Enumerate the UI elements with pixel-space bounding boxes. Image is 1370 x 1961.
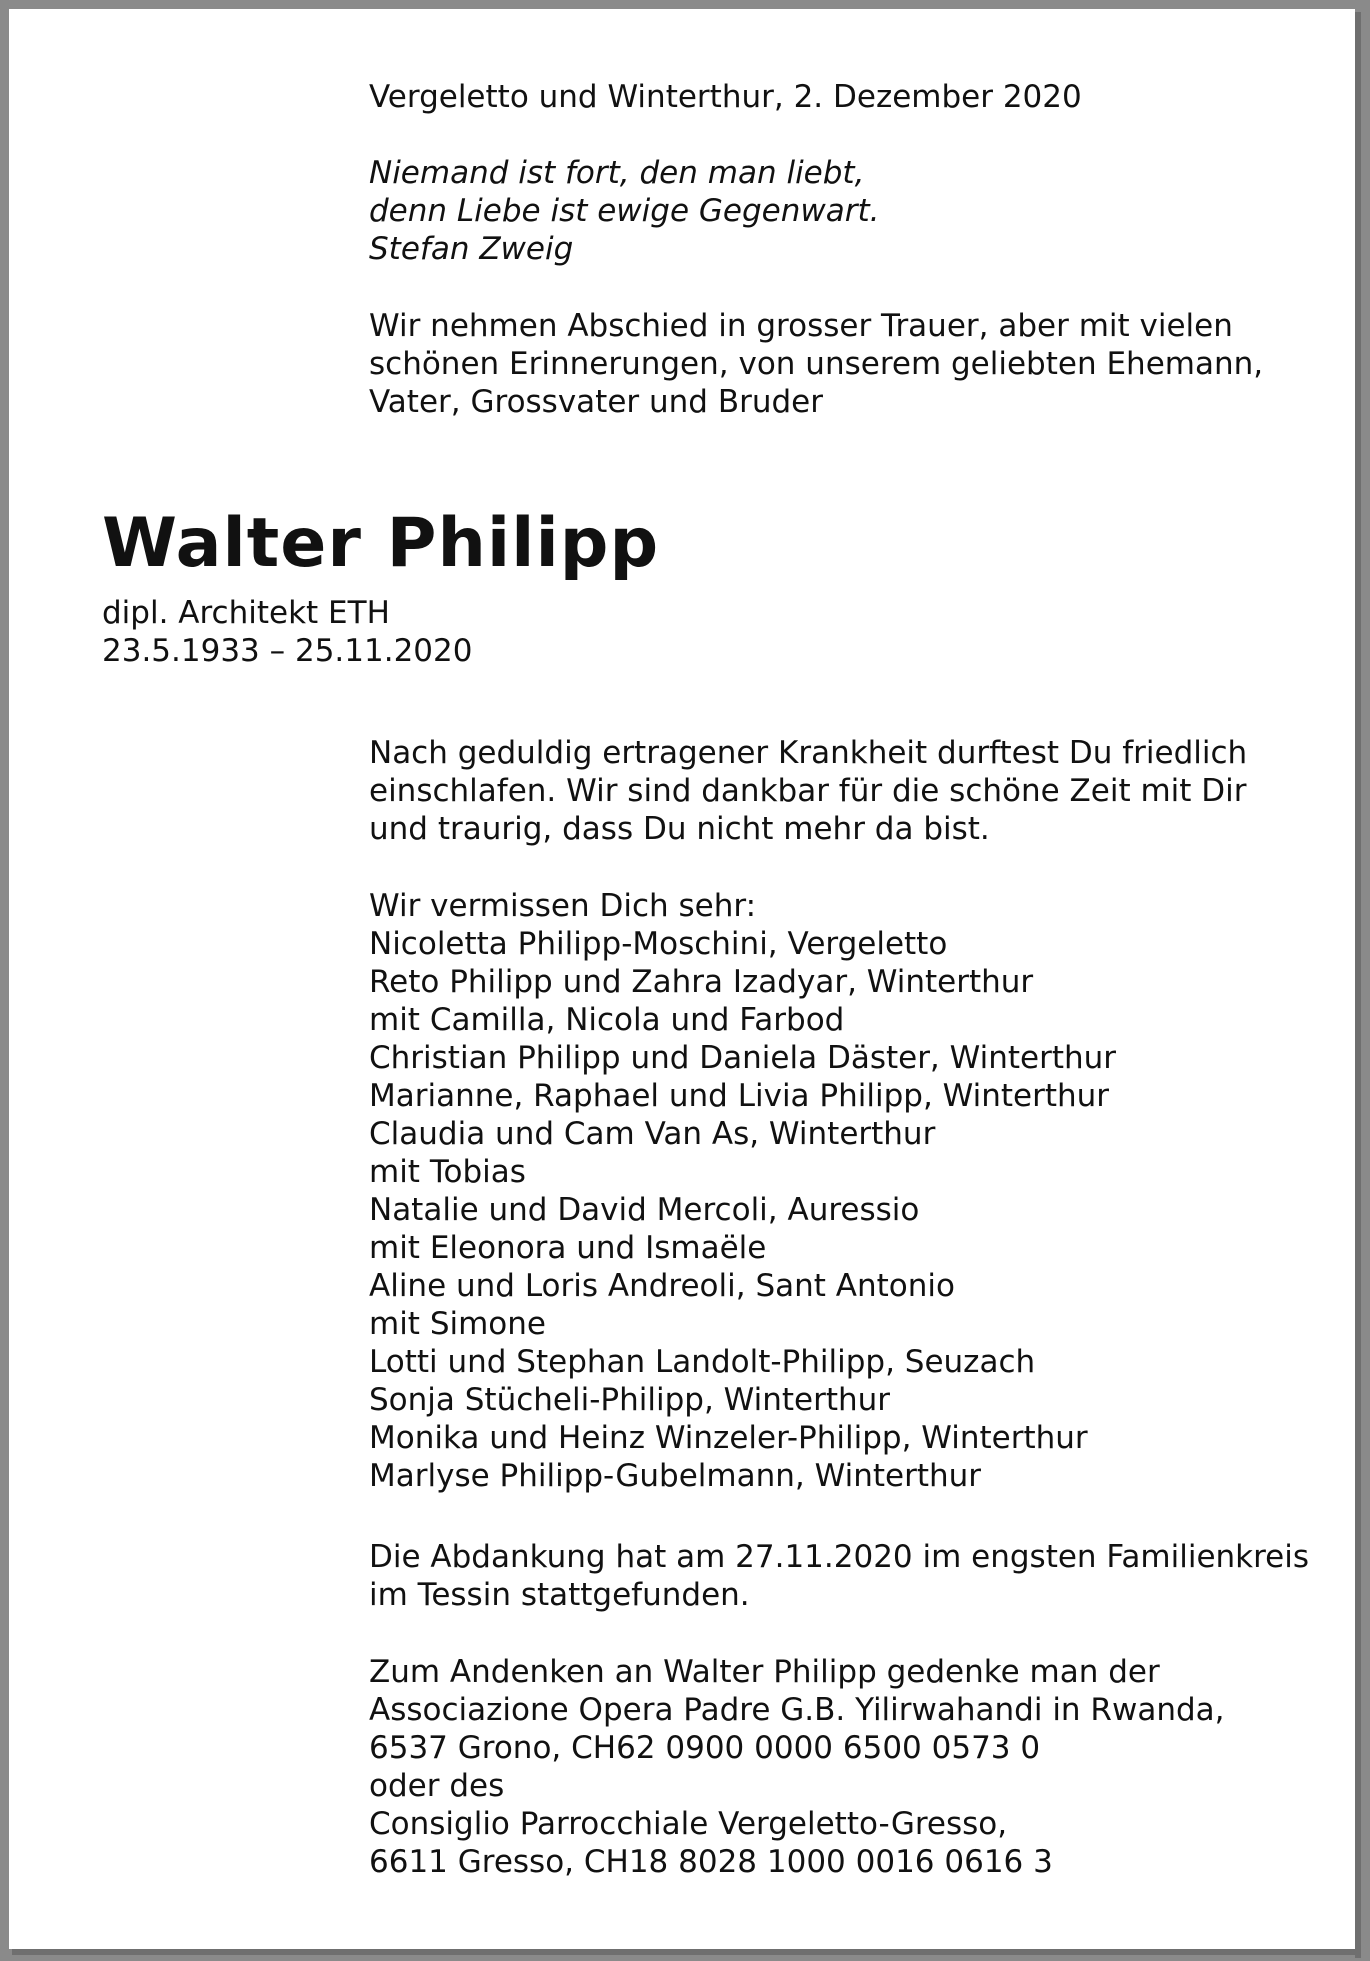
- donation-line: Consiglio Parrocchiale Vergeletto-Gresso,: [369, 1806, 1008, 1842]
- donation-line: Zum Andenken an Walter Philipp gedenke man der: [369, 1654, 1160, 1690]
- ceremony-line: Die Abdankung hat am 27.11.2020 im engsten Familienkreis: [369, 1539, 1310, 1575]
- ceremony-block: [369, 1538, 1329, 1614]
- obituary-page: [9, 9, 1355, 1949]
- mourner-line: Marlyse Philipp-Gubelmann, Winterthur: [369, 1458, 982, 1494]
- donation-line: 6611 Gresso, CH18 8028 1000 0016 0616 3: [369, 1844, 1053, 1880]
- place-date: [369, 78, 1329, 116]
- deceased-dates: 23.5.1933 – 25.11.2020: [102, 633, 473, 669]
- intro-line: Wir nehmen Abschied in grosser Trauer, aber mit vielen: [369, 308, 1233, 344]
- mourner-line: Reto Philipp und Zahra Izadyar, Winterthur: [369, 964, 1034, 1000]
- ceremony-line: im Tessin stattgefunden.: [369, 1577, 750, 1613]
- mourner-line: Christian Philipp und Daniela Däster, Winterthur: [369, 1040, 1117, 1076]
- message-block: [369, 734, 1329, 848]
- quote-author: Stefan Zweig: [369, 231, 574, 267]
- intro-line: Vater, Grossvater und Bruder: [369, 384, 823, 420]
- donation-line: 6537 Grono, CH62 0900 0000 6500 0573 0: [369, 1730, 1041, 1766]
- page-shadow-bottom: [12, 1949, 1361, 1955]
- donation-line: oder des: [369, 1768, 505, 1804]
- mourner-line: Aline und Loris Andreoli, Sant Antonio: [369, 1268, 955, 1304]
- deceased-name: Walter Philipp: [102, 504, 660, 583]
- mourner-line: Sonja Stücheli-Philipp, Winterthur: [369, 1382, 891, 1418]
- intro-block: [369, 307, 1329, 421]
- mourner-line: Marianne, Raphael und Livia Philipp, Winterthur: [369, 1078, 1110, 1114]
- mourner-line: Natalie und David Mercoli, Auressio: [369, 1192, 920, 1228]
- deceased-title: dipl. Architekt ETH: [102, 595, 390, 631]
- mourner-line: Nicoletta Philipp-Moschini, Vergeletto: [369, 926, 948, 962]
- mourner-line: Claudia und Cam Van As, Winterthur: [369, 1116, 936, 1152]
- mourner-line: mit Simone: [369, 1306, 546, 1342]
- message-line: einschlafen. Wir sind dankbar für die schöne Zeit mit Dir: [369, 773, 1247, 809]
- quote-line: Niemand ist fort, den man liebt,: [369, 155, 865, 191]
- mourner-line: mit Eleonora und Ismaële: [369, 1230, 767, 1266]
- quote-block: [369, 154, 1329, 268]
- place-date-line: Vergeletto und Winterthur, 2. Dezember 2020: [369, 79, 1082, 115]
- mourner-line: mit Tobias: [369, 1154, 526, 1190]
- intro-line: schönen Erinnerungen, von unserem geliebten Ehemann,: [369, 346, 1264, 382]
- deceased-info: [102, 594, 472, 670]
- donation-line: Associazione Opera Padre G.B. Yilirwahandi in Rwanda,: [369, 1692, 1225, 1728]
- quote-line: denn Liebe ist ewige Gegenwart.: [369, 193, 880, 229]
- page-shadow-right: [1355, 12, 1361, 1958]
- message-line: und traurig, dass Du nicht mehr da bist.: [369, 811, 990, 847]
- donation-block: [369, 1653, 1329, 1881]
- mourner-line: mit Camilla, Nicola und Farbod: [369, 1002, 845, 1038]
- mourners-block: [369, 887, 1329, 1495]
- mourner-line: Monika und Heinz Winzeler-Philipp, Winterthur: [369, 1420, 1088, 1456]
- message-line: Nach geduldig ertragener Krankheit durftest Du friedlich: [369, 735, 1248, 771]
- mourners-heading: Wir vermissen Dich sehr:: [369, 888, 757, 924]
- mourner-line: Lotti und Stephan Landolt-Philipp, Seuzach: [369, 1344, 1036, 1380]
